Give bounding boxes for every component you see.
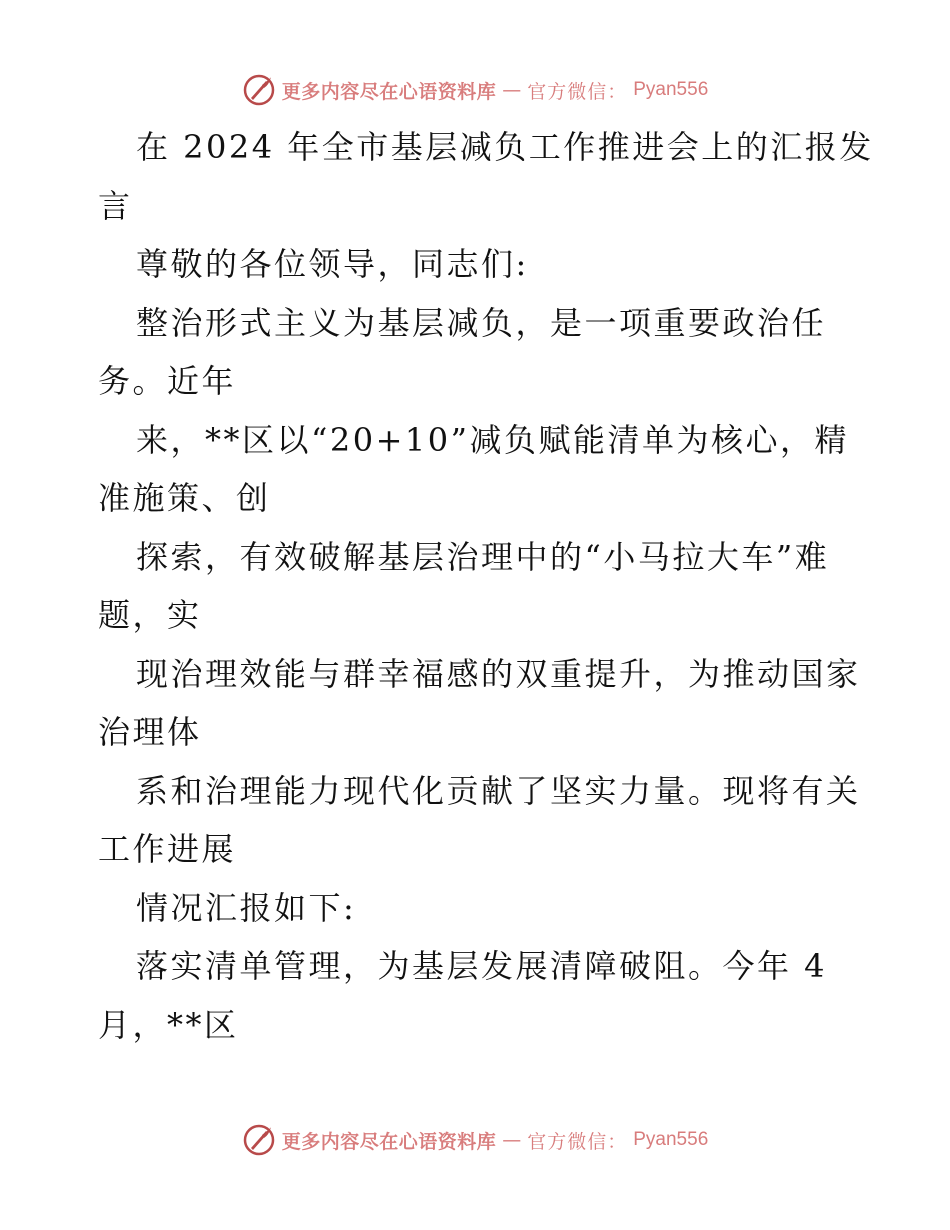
doc-line-title-1: 在 2024 年全市基层减负工作推进会上的汇报发 (136, 128, 874, 166)
quill-logo-icon (242, 73, 276, 107)
watermark-wechat-id: Pyan556 (633, 1129, 709, 1150)
watermark-site-text: 更多内容尽在心语资料库 (281, 1130, 497, 1153)
document-body (98, 118, 874, 1054)
watermark-wechat-id: Pyan556 (633, 79, 709, 100)
doc-line-greeting: 尊敬的各位领导，同志们: (136, 245, 529, 283)
watermark-site-text: 更多内容尽在心语资料库 (281, 80, 497, 103)
doc-line: 整治形式主义为基层减负，是一项重要政治任 (136, 303, 827, 342)
doc-line: 工作进展 (98, 830, 237, 868)
watermark-official-label: 官方微信： (527, 1130, 628, 1153)
doc-line: 系和治理能力现代化贡献了坚实力量。现将有关 (136, 771, 861, 810)
doc-line-title-2: 言 (98, 186, 133, 225)
doc-line: 落实清单管理，为基层发展清障破阻。今年 4 (136, 947, 828, 985)
doc-line: 现治理效能与群幸福感的双重提升，为推动国家 (136, 654, 861, 693)
watermark-separator: — (502, 1129, 522, 1151)
header-watermark (0, 70, 950, 110)
doc-line: 情况汇报如下: (136, 888, 357, 927)
doc-line: 治理体 (98, 713, 202, 751)
footer-watermark (0, 1120, 950, 1160)
watermark-official-label: 官方微信： (527, 80, 628, 103)
doc-line: 来，**区以“20+10”减负赋能清单为核心，精 (136, 420, 849, 459)
watermark-separator: — (502, 79, 522, 101)
doc-line: 月，**区 (98, 1005, 239, 1044)
doc-line: 探索，有效破解基层治理中的“小马拉大车”难 (136, 537, 830, 576)
doc-line: 准施策、创 (98, 479, 271, 517)
quill-logo-icon (242, 1123, 276, 1157)
doc-line: 务。近年 (98, 362, 237, 400)
doc-line: 题，实 (98, 596, 202, 634)
